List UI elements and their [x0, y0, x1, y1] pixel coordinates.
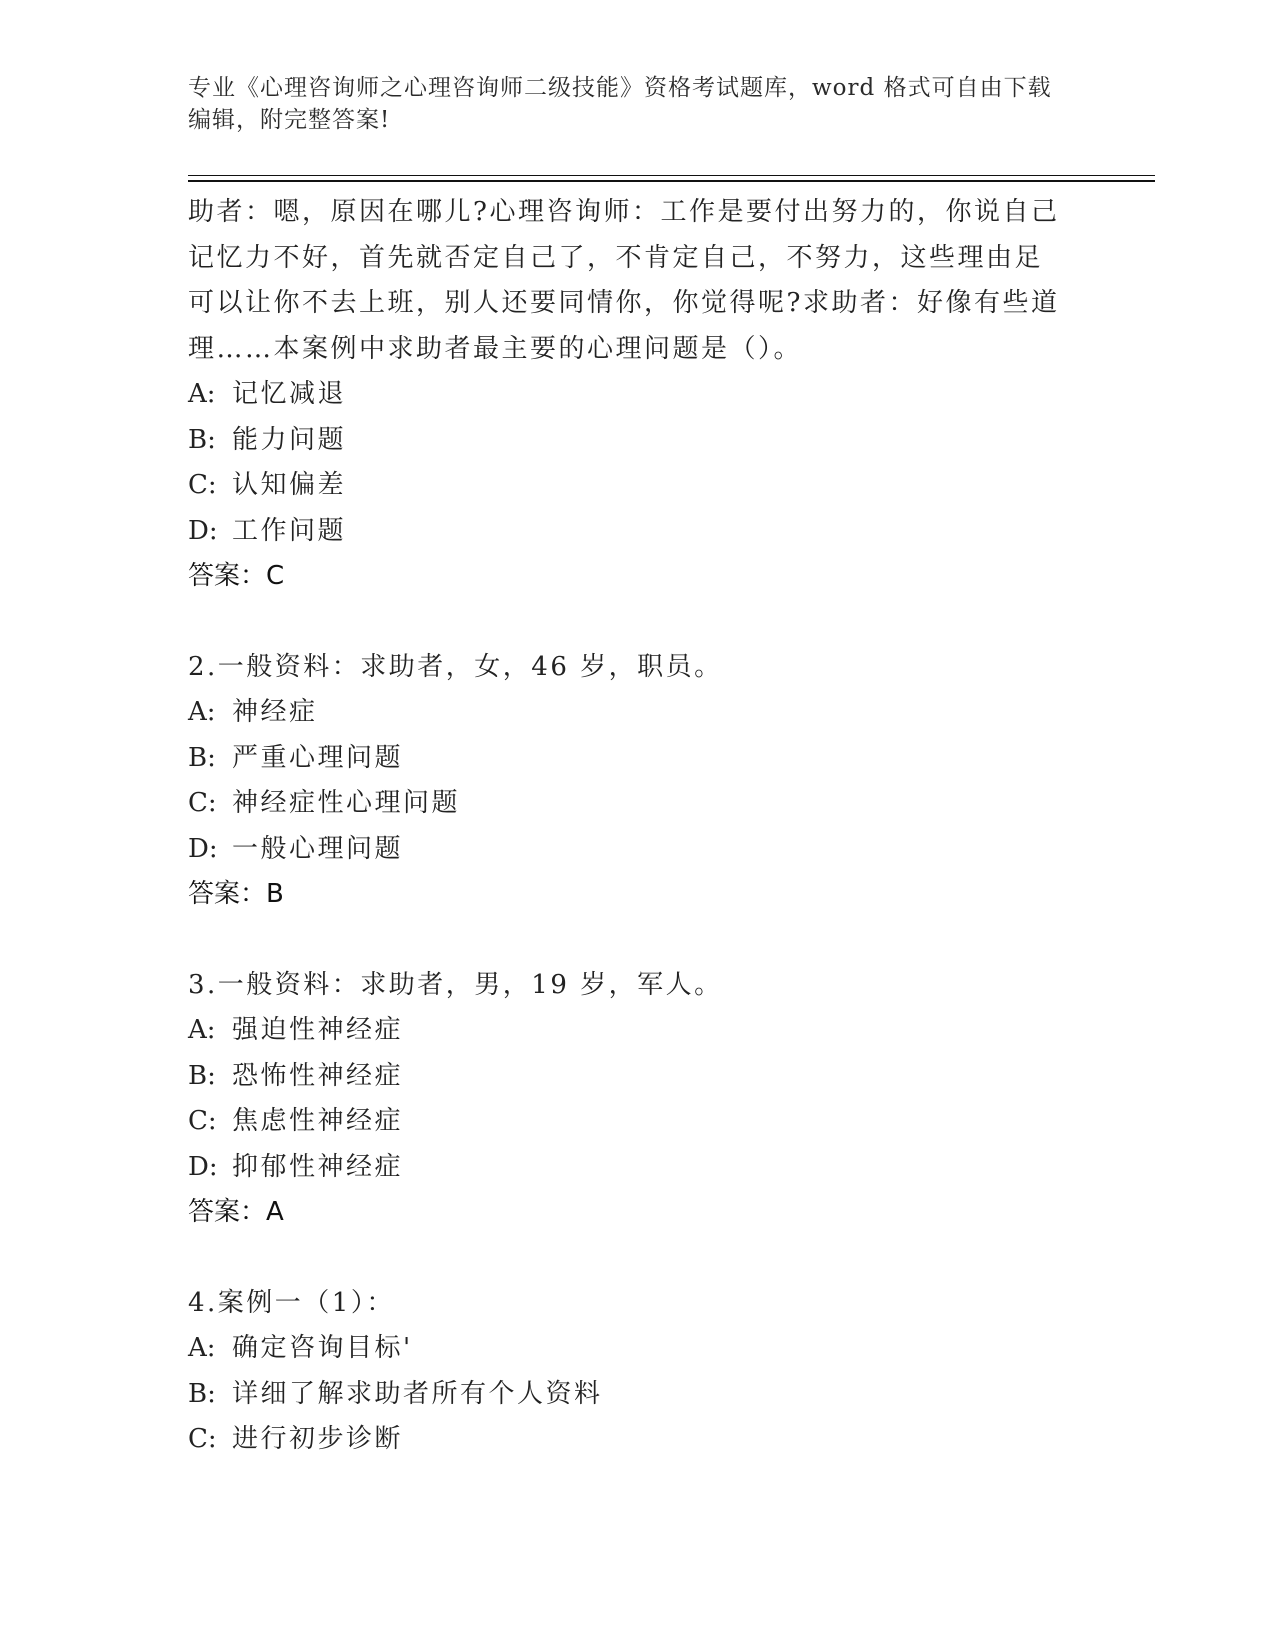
question-title: 4.案例一（1）：	[188, 1287, 395, 1318]
header-divider-thick	[188, 180, 1155, 182]
answer-line: 答案：A	[188, 1197, 284, 1227]
question-title: 3.一般资料：求助者，男，19 岁，军人。	[188, 969, 723, 1000]
question-3	[188, 963, 1088, 1236]
question-title: 2.一般资料：求助者，女，46 岁，职员。	[188, 651, 723, 682]
option-c: C: 神经症性心理问题	[188, 788, 461, 818]
option-a: A: 记忆减退	[188, 379, 347, 409]
header-line-1: 专业《心理咨询师之心理咨询师二级技能》资格考试题库，word 格式可自由下载	[188, 75, 1052, 101]
question-4	[188, 1281, 1088, 1463]
option-b: B: 严重心理问题	[188, 742, 404, 773]
question-text-line: 理……本案例中求助者最主要的心理问题是（）。	[188, 333, 803, 364]
option-c: C: 焦虑性神经症	[188, 1106, 404, 1136]
question-text-line: 记忆力不好，首先就否定自己了，不肯定自己，不努力，这些理由足	[188, 242, 1044, 273]
question-1-continued	[188, 190, 1088, 600]
question-2	[188, 645, 1088, 918]
option-b: B: 能力问题	[188, 424, 347, 455]
option-d: D: 抑郁性神经症	[188, 1151, 404, 1182]
answer-line: 答案：B	[188, 879, 284, 909]
option-c: C: 进行初步诊断	[188, 1424, 404, 1454]
option-d: D: 一般心理问题	[188, 833, 404, 864]
header-divider-thin	[188, 175, 1155, 176]
answer-line: 答案：C	[188, 561, 285, 591]
option-d: D: 工作问题	[188, 515, 347, 546]
option-c: C: 认知偏差	[188, 470, 347, 500]
question-text-line: 可以让你不去上班，别人还要同情你，你觉得呢?求助者：好像有些道	[188, 288, 1060, 318]
document-header	[188, 72, 1068, 136]
option-b: B: 详细了解求助者所有个人资料	[188, 1378, 603, 1409]
header-line-2: 编辑，附完整答案!	[188, 107, 391, 133]
option-a: A: 强迫性神经症	[188, 1015, 404, 1045]
option-a: A: 确定咨询目标'	[188, 1333, 413, 1363]
option-b: B: 恐怖性神经症	[188, 1060, 404, 1091]
question-text-line: 助者：嗯，原因在哪儿?心理咨询师：工作是要付出努力的，你说自己	[188, 197, 1060, 227]
document-body	[188, 190, 1088, 1463]
option-a: A: 神经症	[188, 697, 318, 727]
